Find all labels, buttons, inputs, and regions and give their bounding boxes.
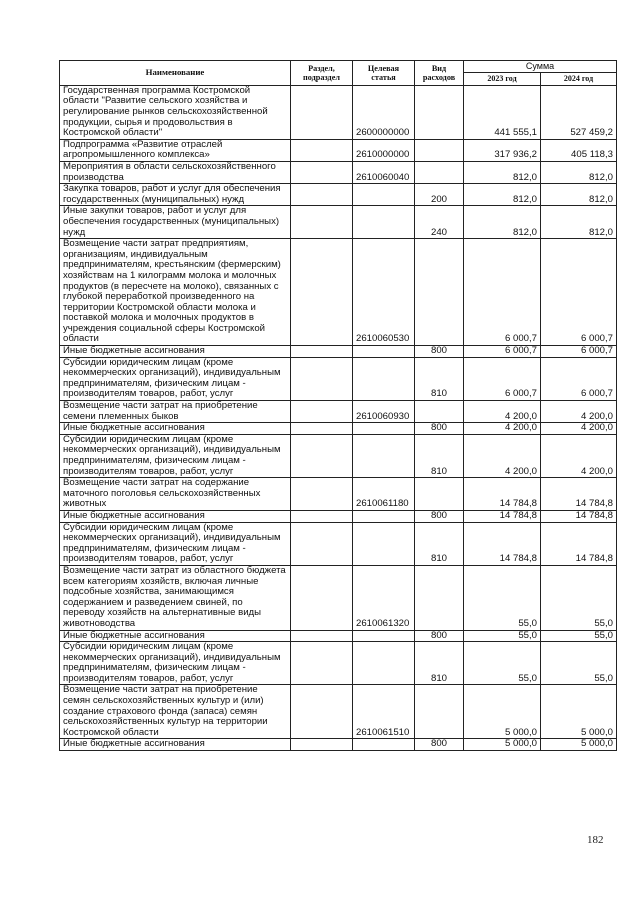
header-kind: Вид расходов [415,61,464,86]
budget-table [59,60,617,751]
row-section [291,642,353,685]
row-sum-2024: 5 000,0 [541,739,617,751]
row-sum-2023: 14 784,8 [464,510,541,522]
page-number: 182 [587,834,604,846]
row-section [291,565,353,630]
table-row [60,565,617,630]
row-target-code [353,434,415,477]
row-expense-kind [415,139,464,161]
row-sum-2023: 4 200,0 [464,434,541,477]
table-row [60,139,617,161]
row-name: Субсидии юридическим лицам (кроме некоммерческих организаций), индивидуальным предпринимателям, физическим лицам - производителям товаров, работ, услуг [60,642,291,685]
row-target-code: 2600000000 [353,85,415,139]
row-sum-2024: 812,0 [541,161,617,183]
row-sum-2023: 317 936,2 [464,139,541,161]
row-target-code [353,642,415,685]
table-row [60,522,617,565]
row-name: Иные бюджетные ассигнования [60,510,291,522]
row-sum-2024: 5 000,0 [541,685,617,739]
row-target-code: 2610000000 [353,139,415,161]
header-target: Целевая статья [353,61,415,86]
row-target-code [353,184,415,206]
row-name: Иные бюджетные ассигнования [60,739,291,751]
row-section [291,357,353,400]
row-name: Субсидии юридическим лицам (кроме некоммерческих организаций), индивидуальным предпринимателям, физическим лицам - производителям товаров, работ, услуг [60,357,291,400]
row-sum-2023: 14 784,8 [464,522,541,565]
row-name: Возмещение части затрат из областного бюджета всем категориям хозяйств, включая личные подсобные хозяйства, занимающимся содержанием и разведением свиней, по переводу хозяйств на альтернативные виды животноводства [60,565,291,630]
row-sum-2023: 55,0 [464,642,541,685]
header-section: Раздел, подраздел [291,61,353,86]
row-expense-kind: 810 [415,642,464,685]
row-target-code [353,510,415,522]
row-sum-2023: 812,0 [464,161,541,183]
row-name: Возмещение части затрат на содержание маточного поголовья сельскохозяйственных животных [60,478,291,511]
row-name: Субсидии юридическим лицам (кроме некоммерческих организаций), индивидуальным предпринимателям, физическим лицам - производителям товаров, работ, услуг [60,522,291,565]
table-row [60,357,617,400]
row-section [291,510,353,522]
row-name: Субсидии юридическим лицам (кроме некоммерческих организаций), индивидуальным предпринимателям, физическим лицам - производителям товаров, работ, услуг [60,434,291,477]
header-sum: Сумма [464,61,617,73]
row-expense-kind: 800 [415,346,464,358]
row-section [291,478,353,511]
row-expense-kind [415,161,464,183]
row-target-code: 2610061320 [353,565,415,630]
row-expense-kind [415,85,464,139]
row-sum-2023: 4 200,0 [464,401,541,423]
row-section [291,85,353,139]
row-name: Иные бюджетные ассигнования [60,346,291,358]
row-sum-2023: 812,0 [464,206,541,239]
row-section [291,522,353,565]
table-header [60,61,617,86]
header-name: Наименование [60,61,291,86]
table-row [60,630,617,642]
header-year-2023: 2023 год [464,73,541,85]
row-target-code [353,423,415,435]
row-expense-kind: 800 [415,739,464,751]
row-section [291,184,353,206]
row-sum-2024: 14 784,8 [541,522,617,565]
table-row [60,206,617,239]
row-sum-2024: 14 784,8 [541,478,617,511]
row-target-code: 2610061510 [353,685,415,739]
row-expense-kind [415,239,464,346]
row-expense-kind: 810 [415,434,464,477]
row-sum-2024: 4 200,0 [541,401,617,423]
row-name: Мероприятия в области сельскохозяйственного производства [60,161,291,183]
row-sum-2023: 6 000,7 [464,239,541,346]
row-section [291,423,353,435]
table-row [60,510,617,522]
row-sum-2023: 5 000,0 [464,685,541,739]
row-section [291,139,353,161]
row-sum-2023: 6 000,7 [464,346,541,358]
table-row [60,161,617,183]
table-row [60,346,617,358]
table-body [60,85,617,750]
row-sum-2023: 55,0 [464,565,541,630]
row-sum-2024: 55,0 [541,642,617,685]
row-sum-2024: 405 118,3 [541,139,617,161]
row-sum-2024: 6 000,7 [541,357,617,400]
row-name: Закупка товаров, работ и услуг для обеспечения государственных (муниципальных) нужд [60,184,291,206]
row-name: Иные закупки товаров, работ и услуг для обеспечения государственных (муниципальных) нужд [60,206,291,239]
row-expense-kind: 200 [415,184,464,206]
row-expense-kind: 800 [415,630,464,642]
row-name: Иные бюджетные ассигнования [60,630,291,642]
row-sum-2024: 55,0 [541,630,617,642]
row-sum-2023: 5 000,0 [464,739,541,751]
row-section [291,434,353,477]
row-target-code [353,739,415,751]
row-section [291,685,353,739]
row-sum-2023: 812,0 [464,184,541,206]
row-section [291,161,353,183]
header-year-2024: 2024 год [541,73,617,85]
row-name: Возмещение части затрат на приобретение семени племенных быков [60,401,291,423]
row-expense-kind: 810 [415,522,464,565]
row-section [291,401,353,423]
row-target-code: 2610060930 [353,401,415,423]
row-expense-kind [415,401,464,423]
row-expense-kind: 810 [415,357,464,400]
row-sum-2023: 6 000,7 [464,357,541,400]
row-name: Подпрограмма «Развитие отраслей агропромышленного комплекса» [60,139,291,161]
row-target-code: 2610061180 [353,478,415,511]
row-section [291,739,353,751]
row-section [291,239,353,346]
row-name: Возмещение части затрат предприятиям, организациям, индивидуальным предпринимателям, крестьянским (фермерским) хозяйствам на 1 килограмм молока и молочных продуктов (в пересчете на молоко), связанных с глубокой переработкой произведенного на территории Костромской области молока и поставкой молока и молочных продуктов в учреждения социальной сферы Костромской области [60,239,291,346]
row-sum-2023: 14 784,8 [464,478,541,511]
row-sum-2024: 4 200,0 [541,423,617,435]
row-sum-2023: 4 200,0 [464,423,541,435]
row-target-code: 2610060530 [353,239,415,346]
row-expense-kind: 800 [415,423,464,435]
row-target-code: 2610060040 [353,161,415,183]
row-sum-2024: 812,0 [541,184,617,206]
row-sum-2024: 6 000,7 [541,346,617,358]
row-expense-kind [415,565,464,630]
row-name: Иные бюджетные ассигнования [60,423,291,435]
row-expense-kind [415,685,464,739]
row-target-code [353,206,415,239]
table-row [60,642,617,685]
row-target-code [353,630,415,642]
row-target-code [353,522,415,565]
row-target-code [353,346,415,358]
table-row [60,85,617,139]
row-sum-2024: 812,0 [541,206,617,239]
row-sum-2023: 55,0 [464,630,541,642]
row-name: Государственная программа Костромской области "Развитие сельского хозяйства и регулирование рынков сельскохозяйственной продукции, сырья и продовольствия в Костромской области" [60,85,291,139]
table-row [60,434,617,477]
table-row [60,184,617,206]
row-expense-kind [415,478,464,511]
row-section [291,346,353,358]
table-row [60,685,617,739]
row-expense-kind: 240 [415,206,464,239]
table-row [60,401,617,423]
table-row [60,739,617,751]
row-expense-kind: 800 [415,510,464,522]
row-sum-2024: 527 459,2 [541,85,617,139]
row-sum-2024: 6 000,7 [541,239,617,346]
row-sum-2024: 14 784,8 [541,510,617,522]
row-target-code [353,357,415,400]
table-row [60,423,617,435]
row-section [291,630,353,642]
row-sum-2023: 441 555,1 [464,85,541,139]
row-sum-2024: 4 200,0 [541,434,617,477]
row-name: Возмещение части затрат на приобретение семян сельскохозяйственных культур и (или) создание страхового фонда (запаса) семян сельскохозяйственных культур на территории Костромской области [60,685,291,739]
table-row [60,239,617,346]
row-sum-2024: 55,0 [541,565,617,630]
row-section [291,206,353,239]
table-row [60,478,617,511]
